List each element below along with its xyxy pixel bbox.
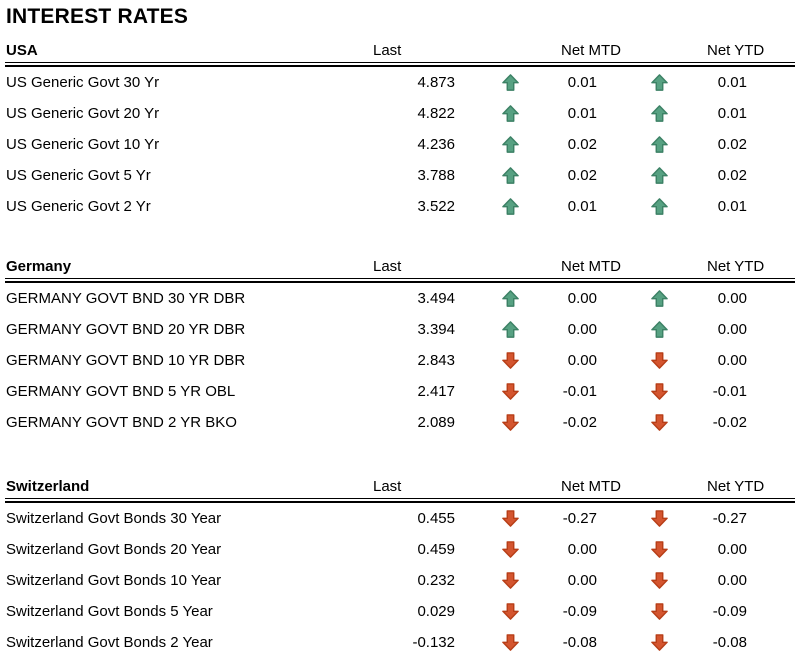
bond-row [5,407,795,438]
net-mtd-direction [460,67,561,98]
bond-name: Switzerland Govt Bonds 30 Year [6,510,222,527]
bond-name: US Generic Govt 5 Yr [6,167,151,184]
net-ytd-value: 0.00 [717,572,747,589]
down-arrow-icon [650,571,669,590]
net-mtd-direction [460,407,561,438]
last-value: 4.236 [417,136,455,153]
bond-name: US Generic Govt 30 Yr [6,74,160,91]
net-ytd-direction [611,407,707,438]
header-spacer [611,38,707,62]
net-ytd-value: 0.00 [717,321,747,338]
net-ytd-direction [611,503,707,534]
net-mtd-direction [460,283,561,314]
net-ytd-direction [611,98,707,129]
net-ytd-value: 0.00 [717,290,747,307]
col-header-net-mtd: Net MTD [561,41,621,59]
col-header-last: Last [373,41,402,59]
net-ytd-direction [611,314,707,345]
net-mtd-value: 0.02 [567,136,597,153]
bond-row [5,314,795,345]
up-arrow-icon [650,320,669,339]
net-mtd-direction [460,627,561,652]
section-title: Switzerland [6,477,90,495]
section-title: Germany [6,257,72,275]
net-mtd-value: -0.02 [562,414,597,431]
net-ytd-value: 0.01 [717,198,747,215]
down-arrow-icon [650,413,669,432]
net-ytd-value: -0.02 [712,414,747,431]
last-value: 3.522 [417,198,455,215]
up-arrow-icon [501,104,520,123]
net-ytd-value: 0.02 [717,167,747,184]
last-value: 4.873 [417,74,455,91]
up-arrow-icon [650,73,669,92]
last-value: 3.788 [417,167,455,184]
net-mtd-value: -0.09 [562,603,597,620]
net-mtd-direction [460,503,561,534]
rates-section [5,254,795,438]
net-mtd-direction [460,534,561,565]
down-arrow-icon [650,602,669,621]
bond-row [5,98,795,129]
rates-section [5,38,795,222]
last-value: 0.455 [417,510,455,527]
last-value: 2.089 [417,414,455,431]
section-title: USA [6,41,38,59]
col-header-net-ytd: Net YTD [707,257,765,275]
bond-row [5,503,795,534]
up-arrow-icon [501,73,520,92]
net-ytd-direction [611,191,707,222]
last-value: 0.232 [417,572,455,589]
down-arrow-icon [501,633,520,652]
net-ytd-direction [611,160,707,191]
net-ytd-value: 0.01 [717,105,747,122]
section-header-row [5,38,795,62]
bond-row [5,67,795,98]
down-arrow-icon [501,509,520,528]
bond-row [5,345,795,376]
net-mtd-value: 0.01 [567,74,597,91]
section-rows [5,283,795,438]
down-arrow-icon [650,633,669,652]
up-arrow-icon [501,166,520,185]
section-rows [5,503,795,652]
down-arrow-icon [501,540,520,559]
bond-name: Switzerland Govt Bonds 2 Year [6,634,213,651]
down-arrow-icon [501,382,520,401]
up-arrow-icon [501,320,520,339]
net-ytd-value: -0.08 [712,634,747,651]
net-ytd-direction [611,596,707,627]
bond-row [5,283,795,314]
net-mtd-value: -0.08 [562,634,597,651]
up-arrow-icon [650,166,669,185]
down-arrow-icon [650,509,669,528]
last-value: -0.132 [412,634,455,651]
net-mtd-value: 0.02 [567,167,597,184]
rate-sections [5,38,795,652]
header-spacer [611,474,707,498]
net-ytd-direction [611,376,707,407]
last-value: 0.029 [417,603,455,620]
down-arrow-icon [650,382,669,401]
net-mtd-direction [460,376,561,407]
net-mtd-direction [460,314,561,345]
bond-row [5,376,795,407]
net-mtd-value: -0.27 [562,510,597,527]
last-value: 3.494 [417,290,455,307]
net-mtd-direction [460,129,561,160]
down-arrow-icon [650,351,669,370]
net-mtd-value: 0.00 [567,541,597,558]
net-ytd-direction [611,67,707,98]
col-header-net-mtd: Net MTD [561,257,621,275]
col-header-last: Last [373,257,402,275]
bond-row [5,627,795,652]
page-title: INTEREST RATES [6,5,189,28]
bond-row [5,160,795,191]
net-ytd-direction [611,627,707,652]
header-spacer [460,254,561,278]
header-spacer [611,254,707,278]
bond-name: US Generic Govt 10 Yr [6,136,160,153]
up-arrow-icon [501,289,520,308]
bond-name: US Generic Govt 20 Yr [6,105,160,122]
bond-row [5,596,795,627]
net-ytd-value: -0.01 [712,383,747,400]
net-ytd-value: 0.00 [717,352,747,369]
col-header-net-ytd: Net YTD [707,41,765,59]
net-mtd-value: 0.01 [567,105,597,122]
net-mtd-value: 0.01 [567,198,597,215]
net-ytd-direction [611,283,707,314]
bond-name: GERMANY GOVT BND 5 YR OBL [6,383,236,400]
net-ytd-direction [611,565,707,596]
down-arrow-icon [501,571,520,590]
col-header-last: Last [373,477,402,495]
net-mtd-value: 0.00 [567,290,597,307]
col-header-net-mtd: Net MTD [561,477,621,495]
up-arrow-icon [650,104,669,123]
net-ytd-direction [611,129,707,160]
bond-name: Switzerland Govt Bonds 20 Year [6,541,222,558]
net-mtd-direction [460,160,561,191]
up-arrow-icon [650,197,669,216]
net-ytd-value: 0.01 [717,74,747,91]
down-arrow-icon [501,351,520,370]
down-arrow-icon [501,413,520,432]
header-spacer [460,474,561,498]
last-value: 0.459 [417,541,455,558]
net-mtd-value: -0.01 [562,383,597,400]
bond-name: GERMANY GOVT BND 30 YR DBR [6,290,246,307]
net-ytd-direction [611,345,707,376]
last-value: 2.843 [417,352,455,369]
net-mtd-direction [460,345,561,376]
bond-row [5,534,795,565]
up-arrow-icon [501,197,520,216]
bond-name: Switzerland Govt Bonds 10 Year [6,572,222,589]
net-ytd-value: -0.09 [712,603,747,620]
bond-row [5,191,795,222]
up-arrow-icon [501,135,520,154]
bond-row [5,129,795,160]
down-arrow-icon [501,602,520,621]
net-mtd-direction [460,98,561,129]
net-mtd-value: 0.00 [567,352,597,369]
bond-name: Switzerland Govt Bonds 5 Year [6,603,213,620]
bond-name: GERMANY GOVT BND 10 YR DBR [6,352,246,369]
section-rows [5,67,795,222]
net-mtd-direction [460,596,561,627]
section-header-row [5,474,795,498]
net-mtd-direction [460,565,561,596]
last-value: 3.394 [417,321,455,338]
up-arrow-icon [650,135,669,154]
last-value: 4.822 [417,105,455,122]
col-header-net-ytd: Net YTD [707,477,765,495]
net-mtd-value: 0.00 [567,321,597,338]
bond-name: US Generic Govt 2 Yr [6,198,151,215]
bond-name: GERMANY GOVT BND 20 YR DBR [6,321,246,338]
rates-section [5,474,795,652]
bond-name: GERMANY GOVT BND 2 YR BKO [6,414,237,431]
section-header-row [5,254,795,278]
last-value: 2.417 [417,383,455,400]
bond-row [5,565,795,596]
net-ytd-value: -0.27 [712,510,747,527]
down-arrow-icon [650,540,669,559]
header-spacer [460,38,561,62]
net-mtd-value: 0.00 [567,572,597,589]
net-ytd-value: 0.02 [717,136,747,153]
up-arrow-icon [650,289,669,308]
net-mtd-direction [460,191,561,222]
net-ytd-direction [611,534,707,565]
net-ytd-value: 0.00 [717,541,747,558]
